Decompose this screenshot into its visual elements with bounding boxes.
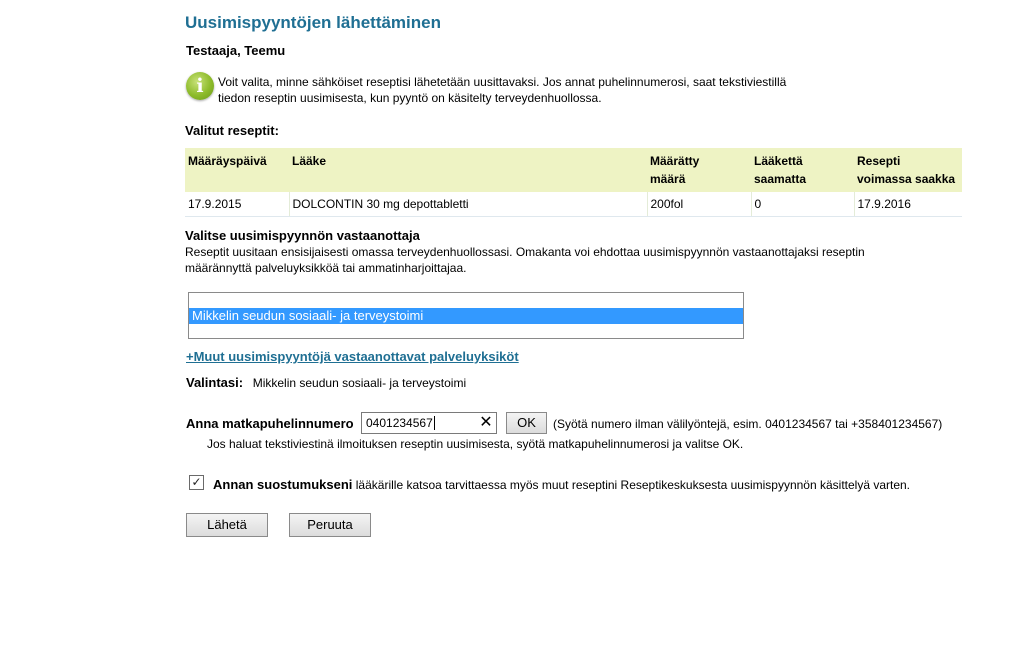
consent-rest-text: lääkärille katsoa tarvittaessa myös muut reseptini Reseptikeskuksesta uusimispyynnön käsittelyä varten. — [355, 478, 911, 492]
table-row — [185, 192, 962, 217]
header-amount: Määrätty määrä — [647, 148, 751, 192]
phone-input[interactable]: 0401234567 — [361, 412, 497, 434]
selection-value: Mikkelin seudun sosiaali- ja terveystoimi — [252, 376, 467, 390]
recipient-description — [185, 244, 965, 276]
recipient-option-selected[interactable]: Mikkelin seudun sosiaali- ja terveystoimi — [189, 308, 743, 324]
cell-valid: 17.9.2016 — [854, 192, 962, 217]
header-valid: Resepti voimassa saakka — [854, 148, 962, 192]
user-name: Testaaja, Teemu — [186, 43, 286, 58]
prescriptions-title: Valitut reseptit: — [185, 123, 279, 138]
header-remaining: Lääkettä saamatta — [751, 148, 854, 192]
recipient-desc-line-1: Reseptit uusitaan ensisijaisesti omassa terveydenhuollossasi. Omakanta voi ehdottaa uusimispyynnön vastaanottajaksi reseptin — [185, 245, 865, 259]
phone-label: Anna matkapuhelinnumero — [186, 416, 354, 431]
recipient-listbox[interactable] — [188, 292, 744, 339]
header-drug: Lääke — [289, 148, 647, 192]
info-line-2: tiedon reseptin uusimisesta, kun pyyntö on käsitelty terveydenhuollossa. — [218, 91, 602, 105]
cancel-button[interactable]: Peruuta — [289, 513, 371, 537]
info-icon: i — [186, 72, 214, 100]
prescriptions-table — [185, 148, 962, 217]
consent-bold-text: Annan suostumukseni — [213, 477, 353, 492]
recipient-desc-line-2: määrännyttä palveluyksikköä tai ammatinharjoittajaa. — [185, 261, 467, 275]
cell-amount: 200fol — [647, 192, 751, 217]
page-title: Uusimispyyntöjen lähettäminen — [185, 13, 441, 32]
table-header-row — [185, 148, 962, 192]
phone-note: Jos haluat tekstiviestinä ilmoituksen reseptin uusimisesta, syötä matkapuhelinnumerosi ja valitse OK. — [207, 437, 744, 451]
selection-label: Valintasi: — [186, 375, 244, 390]
ok-button[interactable]: OK — [506, 412, 547, 434]
info-text — [218, 74, 818, 106]
consent-text — [213, 477, 910, 492]
more-service-units-link[interactable]: +Muut uusimispyyntöjä vastaanottavat palveluyksiköt — [186, 349, 519, 364]
header-date: Määräyspäivä — [185, 148, 289, 192]
send-button[interactable]: Lähetä — [186, 513, 268, 537]
cell-drug: DOLCONTIN 30 mg depottabletti — [289, 192, 647, 217]
selection-row — [186, 375, 466, 390]
consent-checkbox[interactable]: ✓ — [189, 475, 204, 490]
clear-icon[interactable]: ✕ — [479, 414, 493, 431]
cell-remaining: 0 — [751, 192, 854, 217]
phone-hint: (Syötä numero ilman välilyöntejä, esim. 0401234567 tai +358401234567) — [553, 417, 943, 431]
info-line-1: Voit valita, minne sähköiset reseptisi lähetetään uusittavaksi. Jos annat puhelinnumerosi, saat tekstiviestillä — [218, 75, 787, 89]
recipient-title: Valitse uusimispyynnön vastaanottaja — [185, 228, 420, 243]
cell-date: 17.9.2015 — [185, 192, 289, 217]
